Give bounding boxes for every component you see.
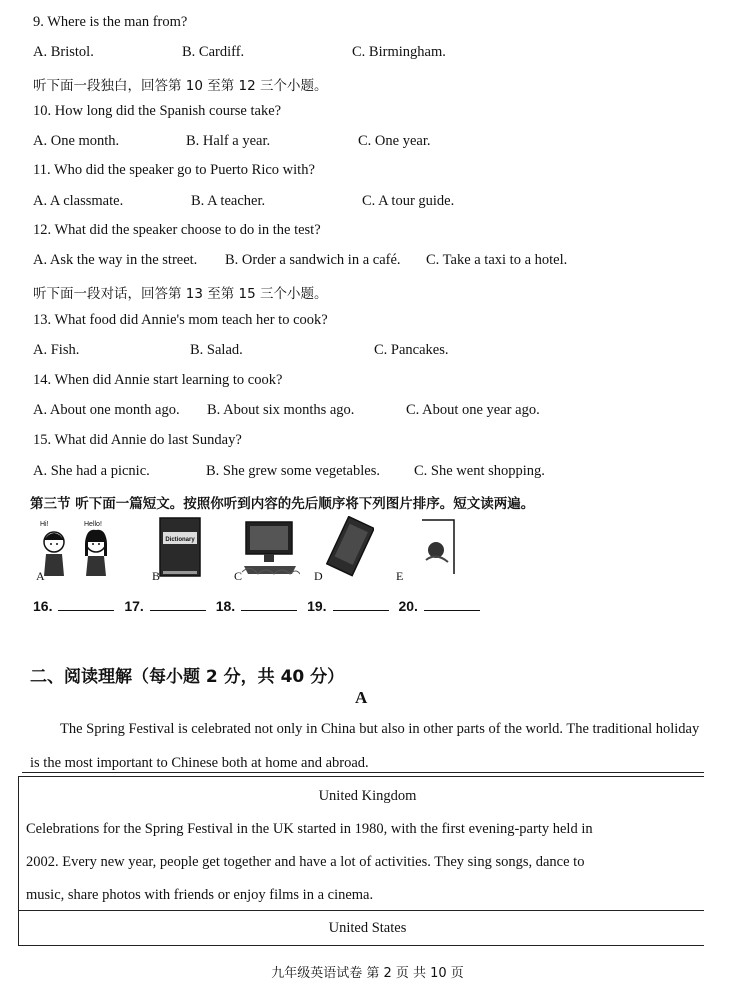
picture-label-d: D xyxy=(314,569,323,583)
question-14: 14. When did Annie start learning to cook? xyxy=(33,372,283,388)
q11-option-c: C. A tour guide. xyxy=(362,193,455,209)
picture-label-c: C xyxy=(234,569,243,583)
question-9: 9. Where is the man from? xyxy=(33,14,188,30)
instruction-section3: 第三节 听下面一篇短文。按照你听到内容的先后顺序将下列图片排序。短文读两遍。 xyxy=(30,496,535,512)
picture-label-a: A xyxy=(36,569,45,583)
q9-option-b: B. Cardiff. xyxy=(182,44,245,60)
q9-option-a: A. Bristol. xyxy=(33,44,94,60)
q14-option-b: B. About six months ago. xyxy=(207,402,355,418)
passage-intro: The Spring Festival is celebrated not only in China but also in other parts of the world. The traditional holiday is the most important to Chinese both at home and abroad. xyxy=(30,721,700,771)
question-10: 10. How long did the Spanish course take? xyxy=(33,103,282,119)
blank-20-label: 20. xyxy=(398,598,418,614)
picture-c-computer xyxy=(240,516,300,578)
blank-16-label: 16. xyxy=(33,598,53,614)
picture-label-e: E xyxy=(396,569,404,583)
q13-option-b: B. Salad. xyxy=(190,342,243,358)
q12-option-a: A. Ask the way in the street. xyxy=(33,252,198,268)
q15-option-b: B. She grew some vegetables. xyxy=(206,463,380,479)
box-line-2: 2002. Every new year, people get together and have a lot of activities. They sing songs, dance to xyxy=(26,854,585,870)
blank-20[interactable] xyxy=(424,598,480,611)
blank-18-label: 18. xyxy=(215,598,236,614)
q10-option-c: C. One year. xyxy=(358,133,431,149)
blank-16[interactable] xyxy=(58,598,114,611)
bubble-hi: Hi! xyxy=(40,521,49,528)
q9-option-c: C. Birmingham. xyxy=(352,44,446,60)
box-line-1: Celebrations for the Spring Festival in the UK started in 1980, with the first evening-party held in xyxy=(26,821,593,837)
blank-19-label: 19. xyxy=(307,598,327,614)
q14-option-a: A. About one month ago. xyxy=(33,402,180,418)
answer-blanks xyxy=(33,598,486,614)
blank-17-label: 17. xyxy=(124,598,144,614)
box-heading-us: United States xyxy=(328,920,407,936)
q13-option-a: A. Fish. xyxy=(33,342,80,358)
passage-letter: A xyxy=(355,688,368,707)
page-footer: 九年级英语试卷 第 2 页 共 10 页 xyxy=(271,966,464,981)
q12-option-b: B. Order a sandwich in a café. xyxy=(225,252,401,268)
blank-17[interactable] xyxy=(150,598,206,611)
bubble-hello: Hello! xyxy=(84,521,102,528)
picture-a-people-talking xyxy=(34,516,124,580)
picture-label-b: B xyxy=(152,569,161,583)
box-divider xyxy=(18,910,704,911)
q15-option-c: C. She went shopping. xyxy=(414,463,545,479)
q15-option-a: A. She had a picnic. xyxy=(33,463,150,479)
blank-19[interactable] xyxy=(333,598,389,611)
q13-option-c: C. Pancakes. xyxy=(374,342,449,358)
q11-option-b: B. A teacher. xyxy=(191,193,266,209)
question-12: 12. What did the speaker choose to do in the test? xyxy=(33,222,321,238)
picture-e-frame xyxy=(418,516,460,578)
question-13: 13. What food did Annie's mom teach her to cook? xyxy=(33,312,328,328)
blank-18[interactable] xyxy=(241,598,297,611)
picture-b-dictionary xyxy=(158,516,204,580)
question-15: 15. What did Annie do last Sunday? xyxy=(33,432,242,448)
q10-option-b: B. Half a year. xyxy=(186,133,271,149)
q12-option-c: C. Take a taxi to a hotel. xyxy=(426,252,568,268)
q14-option-c: C. About one year ago. xyxy=(406,402,540,418)
question-11: 11. Who did the speaker go to Puerto Rico with? xyxy=(33,162,315,178)
picture-d-phone xyxy=(326,516,374,578)
q10-option-a: A. One month. xyxy=(33,133,120,149)
instruction-dialogue: 听下面一段对话，回答第 13 至第 15 三个小题。 xyxy=(33,286,328,302)
dictionary-title: Dictionary xyxy=(165,537,195,543)
box-heading-uk: United Kingdom xyxy=(318,788,417,804)
section-2-title: 二、阅读理解（每小题 2 分，共 40 分） xyxy=(30,667,345,687)
q11-option-a: A. A classmate. xyxy=(33,193,124,209)
box-line-3: music, share photos with friends or enjoy films in a cinema. xyxy=(26,887,374,903)
intro-underline xyxy=(22,772,704,773)
instruction-monologue: 听下面一段独白，回答第 10 至第 12 三个小题。 xyxy=(33,78,328,94)
